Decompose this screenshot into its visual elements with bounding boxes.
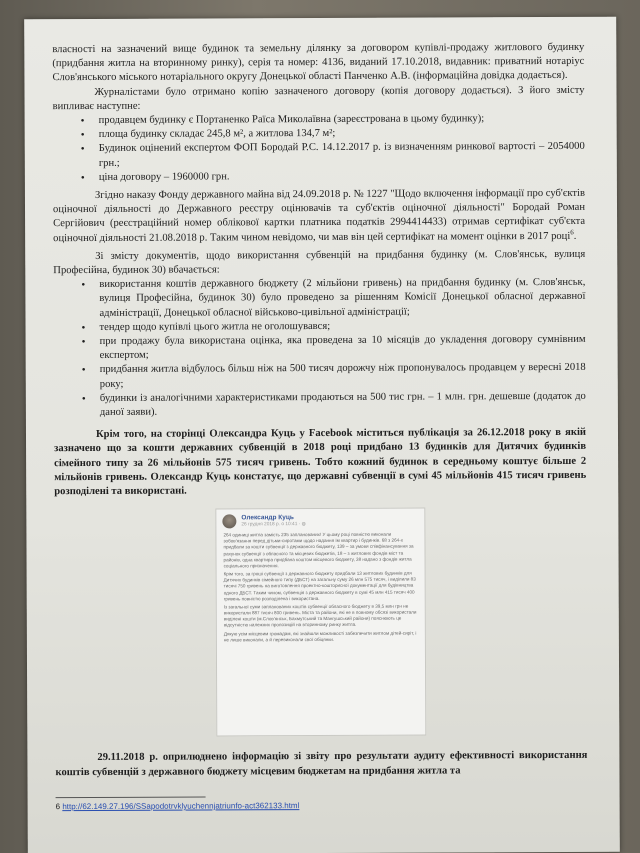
list-item: • придбання житла відбулось більш ніж на 500 тисяч дорожчу ніж пропонувалось продавцем у вересні 2018 року; (100, 361, 586, 392)
findings-list (53, 276, 586, 420)
post-meta (241, 514, 306, 528)
list-item: • використання коштів державного бюджету (2 мільйони гривень) на придбання будинку (м. Слов'янськ, вулиця Професійна, будинок 30) було проведено за рішенням Комісії Донецької обласної державної адміністрації, Донецької обласної військово-цивільної адміністрації; (99, 276, 585, 321)
post-author: Олександр Куць (241, 514, 294, 522)
post-paragraph: Із загальної суми запланованих коштів субвенції обласного бюджету в 39,5 млн грн не використали 887 тисяч 800 гривень. Міста та райони, які не в повному обсязі використали виділені кошти (м.Слов'янськ, Бахмутський та Мангушський райони) пояснюють це відсутністю належних пропозицій на вторинному ринку житла. (223, 603, 417, 628)
paragraph-ownership: власності на зазначений вище будинок та земельну ділянку за договором купівлі-продажу житлового будинку (придбання житла на вторинному ринку), серія та номер: 4136, виданий 17.10.2018, видавник: приватний нотаріус Слов'янського міського нотаріального округу Донецької області Панченко А.В. (інформаційна довідка додається). (52, 41, 585, 84)
list-item: • тендер щодо купівлі цього житла не оголошувався; (99, 319, 585, 335)
contract-details-list (53, 112, 585, 185)
footnote-number: 6 (55, 802, 61, 812)
paragraph-audit: 29.11.2018 р. оприлюднено інформацію зі звіту про результати аудиту ефективності використання коштів субвенцій з державного бюджету місцевим бюджетам на придбання житла та (55, 750, 588, 778)
appraiser-text: Згідно наказу Фонду державного майна від 24.09.2018 р. № 1227 "Щодо включення інформації про суб'єктів оціночної діяльності до Державного реєстру оцінювачів та суб'єктів оціночної діяльності" Бородай Роман Сергійович (реєстраційний номер облікової картки платника податків 2994414433) отримав сертифікат суб'єкта оціночної діяльності 21.08.2018 р. Таким чином невідомо, чи мав він цей сертифікат на момент оцінки в 2017 році (52, 187, 586, 244)
footnote-ref[interactable]: 6 (570, 228, 574, 237)
post-date: 26 грудня 2018 р. о 10:41 · ◍ (241, 522, 306, 528)
facebook-post-screenshot (215, 508, 426, 737)
footnote (56, 800, 596, 812)
document-page (24, 17, 620, 853)
post-paragraph: 264 одиниці житла замість 235 запланованих! У цьому році повністю виконали зобов'язання перед дітьми-сиротами щодо надання їм квартир і будинків. 68 з 264-х придбали за кошти субвенції з державного бюджету, 139 – за умови співфінансування за рахунок субвенції з обласного та місцевих бюджетів, 18 – з житлових фондів міст та районів, одна квартира придбана коштом місцевого бюджету, 38 надано з фондів житла соціального призначення. (223, 531, 414, 569)
globe-icon: ◍ (301, 522, 306, 528)
paragraph-documents: Зі змісту документів, щодо використання субвенцій на придбання будинку (м. Слов'янськ, вулиця Професійна, будинок 30) вбачається: (53, 248, 586, 277)
post-header (216, 509, 424, 531)
footnote-link[interactable]: http://62.149.27.196/SSapodotrvklyuchennjatriunfo-act362133.html (62, 801, 300, 812)
footnote-divider (56, 797, 206, 799)
post-body (216, 530, 425, 648)
post-paragraph: Крім того, за гроші субвенції з державного бюджету придбали 13 житлових будинків для Дитячих будинків сімейного типу (ДБСТ) на загальну суму 26 млн 575 тисяч, і виділили 83 тисячі 750 гривень на виготовлення проектно-кошторисної документації для будівництва одного ДБСТ. Таким чином, субвенція з державного бюджету в сумі 45 млн 415 тисяч 400 гривень повністю розподілена і використана. (223, 570, 416, 602)
list-item: • продавцем будинку є Портаненко Раїса Миколаївна (зареєстрована в цьому будинку); (99, 112, 585, 128)
paragraph-contract-copy: Журналістами було отримано копію зазначеного договору (копія договору додається). З його змісту випливає наступне: (52, 84, 585, 112)
document-content (52, 41, 587, 780)
list-item: • площа будинку складає 245,8 м², а житлова 134,7 м²; (99, 126, 585, 142)
list-item: • ціна договору – 1960000 грн. (99, 169, 585, 185)
paragraph-appraiser (53, 187, 585, 246)
paragraph-facebook: Крім того, на сторінці Олександра Куць у Facebook міститься публікація за 26.12.2018 року в якій зазначено що за кошти державних субвенцій в 2018 році придбано 13 будинків для Дитячих будинків сімейного типу за 26 мільйонів 575 тисяч гривень. Тобто кожний будинок в середньому коштує більше 2 мільйонів гривень. Олександр Куць констатує, що державні субвенції в сумі 45 мільйонів 415 тисяч гривень розподілені та використані. (54, 427, 587, 498)
post-paragraph: Дякую усім місцевим громадам, які знайшли можливості забезпечити житлом дітей-сиріт, і не лише виконали, а й перевиконали свої обіцянки. (223, 630, 417, 643)
list-item: • при продажу була використана оцінка, яка проведена за 10 місяців до укладення договору сумнівним експертом; (100, 333, 586, 364)
list-item: • Будинок оцінений експертом ФОП Бородай Р.С. 14.12.2017 р. із визначенням ринкової вартості – 2054000 грн.; (99, 140, 585, 171)
appraiser-end: . (573, 230, 577, 242)
avatar (222, 515, 236, 529)
list-item: • будинки із аналогічними характеристиками продаються на 500 тис грн. – 1 млн. грн. дешевше (додаток до даної заяви). (100, 390, 586, 421)
